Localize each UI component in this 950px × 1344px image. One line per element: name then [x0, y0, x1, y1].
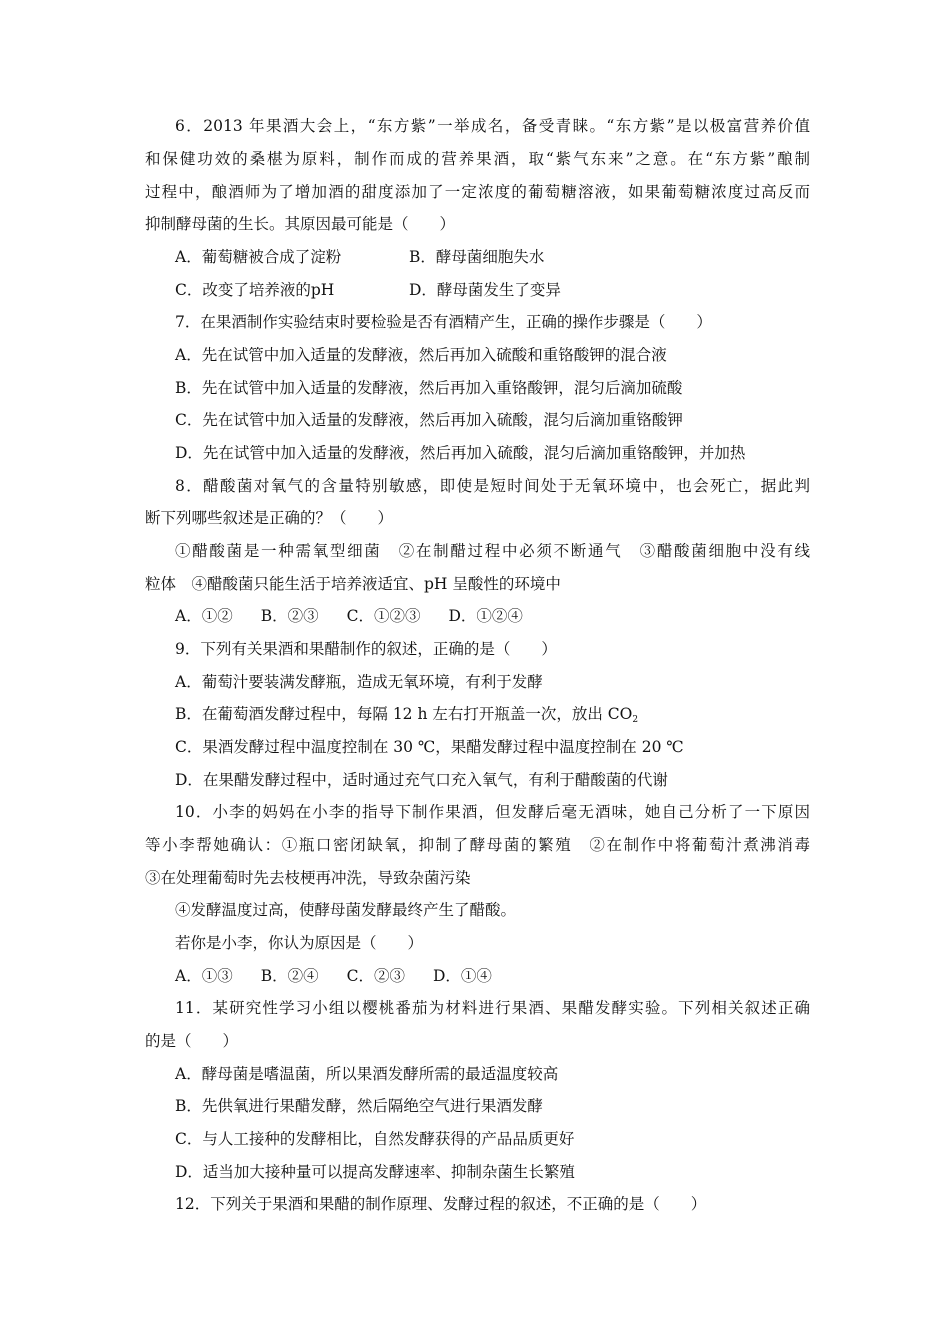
- q10-stem-line-2: 等小李帮她确认：①瓶口密闭缺氧，抑制了酵母菌的繁殖 ②在制作中将葡萄汁煮沸消毒: [145, 836, 810, 854]
- q9-option-b: [145, 702, 810, 726]
- q8-stem-line-1: 8．醋酸菌对氧气的含量特别敏感，即使是短时间处于无氧环境中，也会死亡，据此判: [175, 477, 810, 495]
- q10-stem-line-1: 10．小李的妈妈在小李的指导下制作果酒，但发酵后毫无酒味，她自己分析了一下原因: [175, 803, 810, 821]
- q9-option-b-subscript: 2: [632, 715, 639, 725]
- q6-stem-line-4: 抑制酵母菌的生长。其原因最可能是（ ）: [145, 215, 456, 233]
- q11-option-c: C．与人工接种的发酵相比，自然发酵获得的产品品质更好: [175, 1130, 575, 1148]
- q6-stem-line-1: 6．2013 年果酒大会上，“东方紫”一举成名，备受青睐。“东方紫”是以极富营养价值: [175, 117, 810, 135]
- q10-options-row: [145, 964, 810, 988]
- q8-statements-line-2: 粒体 ④醋酸菌只能生活于培养液适宜、pH 呈酸性的环境中: [145, 575, 561, 593]
- q9-stem: 9．下列有关果酒和果醋制作的叙述，正确的是（ ）: [175, 640, 557, 658]
- q11-stem-line-2: 的是（ ）: [145, 1032, 239, 1050]
- q11-option-b: B．先供氧进行果醋发酵，然后隔绝空气进行果酒发酵: [175, 1097, 543, 1115]
- q7-option-c: C．先在试管中加入适量的发酵液，然后再加入硫酸，混匀后滴加重铬酸钾: [175, 411, 683, 429]
- q8-option-d: D．①②④: [448, 607, 523, 625]
- q9-option-b-text: B．在葡萄酒发酵过程中，每隔 12 h 左右打开瓶盖一次，放出 CO: [175, 705, 633, 723]
- q12-stem: 12．下列关于果酒和果醋的制作原理、发酵过程的叙述，不正确的是（ ）: [175, 1195, 707, 1213]
- q8-statements-line-1: ①醋酸菌是一种需氧型细菌 ②在制醋过程中必须不断通气 ③醋酸菌细胞中没有线: [175, 542, 810, 560]
- q6-option-d: D．酵母菌发生了变异: [409, 281, 561, 299]
- q10-option-d: D．①④: [432, 967, 492, 985]
- q6-stem-line-2: 和保健功效的桑椹为原料，制作而成的营养果酒，取“紫气东来”之意。在“东方紫”酿制: [145, 150, 810, 168]
- q6-options-row-1: [145, 245, 810, 269]
- q6-options-row-2: [145, 278, 810, 302]
- q10-stem-line-3: ③在处理葡萄时先去枝梗再冲洗，导致杂菌污染: [145, 869, 471, 887]
- q8-options-row: [145, 604, 810, 628]
- q7-option-a: A．先在试管中加入适量的发酵液，然后再加入硫酸和重铬酸钾的混合液: [175, 346, 667, 364]
- q10-option-c: C．②③: [346, 967, 405, 985]
- q9-option-d: D．在果醋发酵过程中，适时通过充气口充入氧气，有利于醋酸菌的代谢: [175, 771, 668, 789]
- q9-option-c: C．果酒发酵过程中温度控制在 30 ℃，果醋发酵过程中温度控制在 20 ℃: [175, 738, 684, 756]
- q7-stem: 7．在果酒制作实验结束时要检验是否有酒精产生，正确的操作步骤是（ ）: [175, 313, 712, 331]
- q11-option-a: A．酵母菌是嗜温菌，所以果酒发酵所需的最适温度较高: [175, 1065, 559, 1083]
- q6-stem-line-3: 过程中，酿酒师为了增加酒的甜度添加了一定浓度的葡萄糖溶液，如果葡萄糖浓度过高反而: [145, 183, 810, 201]
- q11-stem-line-1: 11．某研究性学习小组以樱桃番茄为材料进行果酒、果醋发酵实验。下列相关叙述正确: [175, 999, 810, 1017]
- q6-option-a: A．葡萄糖被合成了淀粉: [175, 248, 342, 266]
- q10-stem-line-4: ④发酵温度过高，使酵母菌发酵最终产生了醋酸。: [175, 901, 517, 919]
- q10-option-b: B．②④: [260, 967, 319, 985]
- q6-option-b: B．酵母菌细胞失水: [409, 248, 545, 266]
- q10-stem-line-5: 若你是小李，你认为原因是（ ）: [175, 934, 424, 952]
- q6-option-c: C．改变了培养液的pH: [175, 281, 335, 299]
- q8-option-a: A．①②: [175, 607, 233, 625]
- q7-option-d: D．先在试管中加入适量的发酵液，然后再加入硫酸，混匀后滴加重铬酸钾，并加热: [175, 444, 746, 462]
- q10-option-a: A．①③: [175, 967, 233, 985]
- q8-stem-line-2: 断下列哪些叙述是正确的？（ ）: [145, 509, 394, 527]
- q9-option-a: A．葡萄汁要装满发酵瓶，造成无氧环境，有利于发酵: [175, 673, 543, 691]
- q8-option-c: C．①②③: [346, 607, 421, 625]
- q7-option-b: B．先在试管中加入适量的发酵液，然后再加入重铬酸钾，混匀后滴加硫酸: [175, 379, 683, 397]
- q8-option-b: B．②③: [260, 607, 319, 625]
- q11-option-d: D．适当加大接种量可以提高发酵速率、抑制杂菌生长繁殖: [175, 1163, 575, 1181]
